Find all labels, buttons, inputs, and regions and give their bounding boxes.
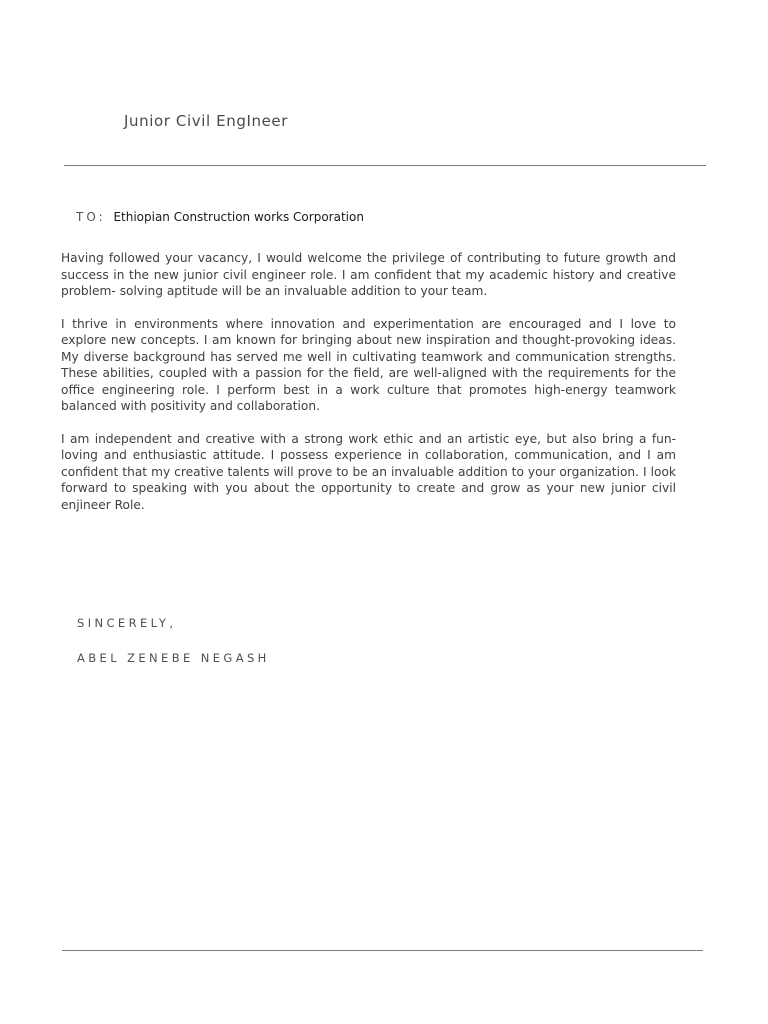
job-title: Junior Civil EngIneer: [124, 112, 288, 130]
recipient-line: [76, 210, 364, 224]
header-divider: [64, 165, 706, 166]
recipient-label: TO:: [76, 210, 106, 224]
recipient-name: Ethiopian Construction works Corporation: [113, 210, 364, 224]
body-paragraph-2: I thrive in environments where innovation and experimentation are encouraged and I love to explore new concepts. I am known for bringing about new inspiration and thought-provoking ideas. My diverse background has served me well in cultivating teamwork and communication strengths. These abilities, coupled with a passion for the field, are well-aligned with the requirements for the office engineering role. I perform best in a work culture that promotes high-energy teamwork balanced with positivity and collaboration.: [61, 316, 676, 413]
body-paragraph-3: I am independent and creative with a strong work ethic and an artistic eye, but also bring a fun-loving and enthusiastic attitude. I possess experience in collaboration, communication, and I am confident that my creative talents will prove to be an invaluable addition to your organization. I look forward to speaking with you about the opportunity to create and grow as your new junior civil enjineer Role.: [61, 431, 676, 512]
footer-divider: [62, 950, 703, 951]
letter-body: [61, 250, 676, 529]
body-paragraph-1: Having followed your vacancy, I would welcome the privilege of contributing to future growth and success in the new junior civil engineer role. I am confident that my academic history and creative problem- solving aptitude will be an invaluable addition to your team.: [61, 251, 676, 298]
signature-name: ABEL ZENEBE NEGASH: [77, 651, 270, 665]
closing-salutation: SINCERELY,: [77, 616, 177, 630]
